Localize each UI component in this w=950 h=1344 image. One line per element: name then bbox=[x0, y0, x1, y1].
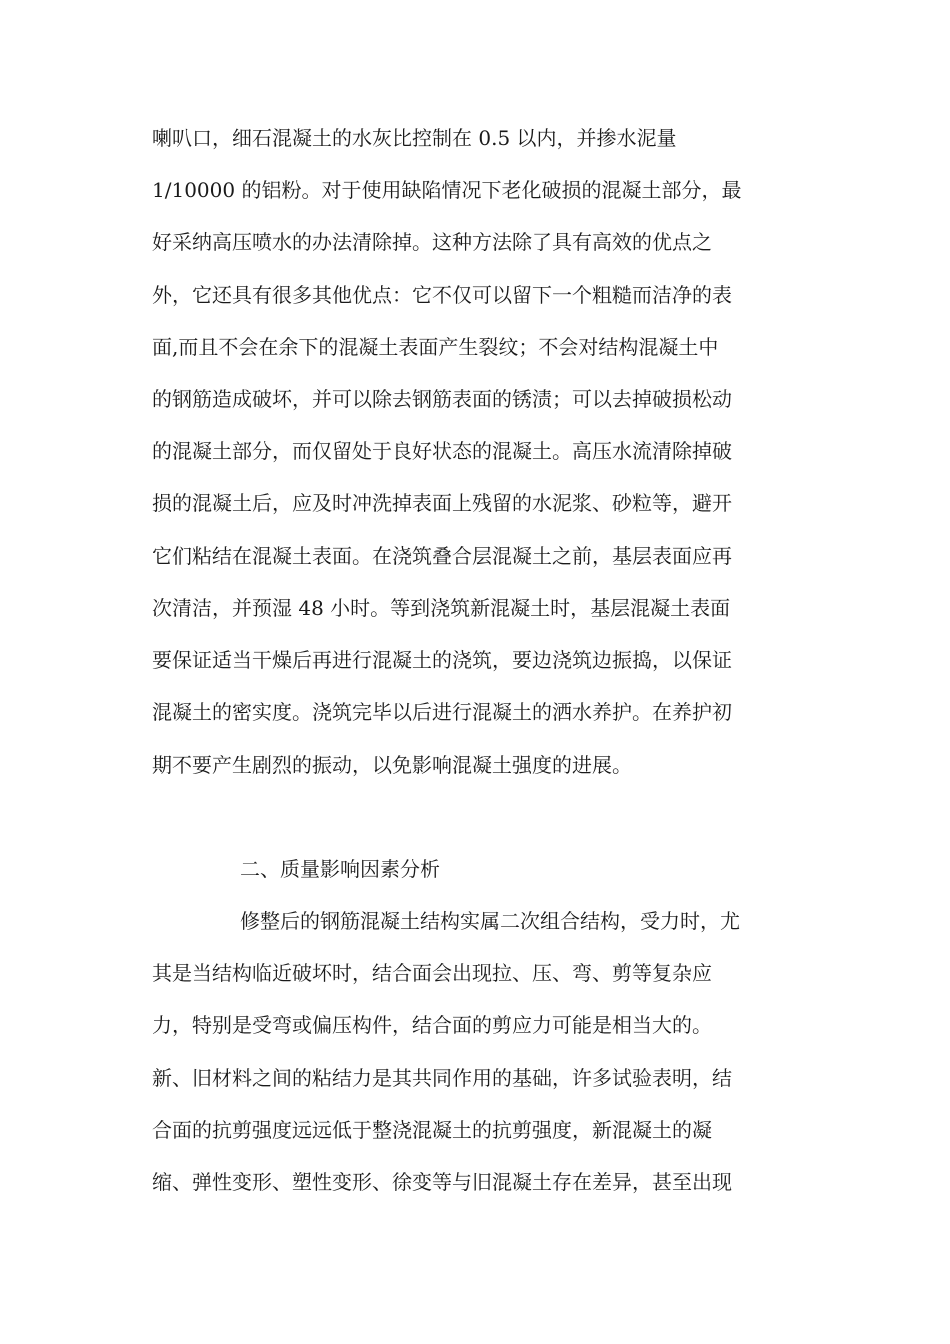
paragraph-line: 力，特别是受弯或偏压构件，结合面的剪应力可能是相当大的。 bbox=[152, 1013, 712, 1037]
paragraph-line: 新、旧材料之间的粘结力是其共同作用的基础，许多试验表明，结 bbox=[152, 1066, 732, 1090]
paragraph-line: 1/10000 的铝粉。对于使用缺陷情况下老化破损的混凝土部分，最 bbox=[152, 178, 742, 202]
paragraph-line: 损的混凝土后，应及时冲洗掉表面上残留的水泥浆、砂粒等，避开 bbox=[152, 491, 732, 515]
paragraph-line: 外，它还具有很多其他优点：它不仅可以留下一个粗糙而洁净的表 bbox=[152, 283, 732, 307]
paragraph-line: 其是当结构临近破坏时，结合面会出现拉、压、弯、剪等复杂应 bbox=[152, 961, 712, 985]
paragraph-line: 次清洁，并预湿 48 小时。等到浇筑新混凝土时，基层混凝土表面 bbox=[152, 596, 731, 620]
paragraph-line: 合面的抗剪强度远远低于整浇混凝土的抗剪强度，新混凝土的凝 bbox=[152, 1118, 712, 1142]
paragraph-line: 喇叭口，细石混凝土的水灰比控制在 0.5 以内，并掺水泥量 bbox=[152, 126, 677, 150]
paragraph-line: 的钢筋造成破坏，并可以除去钢筋表面的锈渍；可以去掉破损松动 bbox=[152, 387, 732, 411]
section-heading: 二、质量影响因素分析 bbox=[240, 857, 440, 881]
paragraph-line: 缩、弹性变形、塑性变形、徐变等与旧混凝土存在差异，甚至出现 bbox=[152, 1170, 732, 1194]
paragraph-line: 面,而且不会在余下的混凝土表面产生裂纹；不会对结构混凝土中 bbox=[152, 335, 719, 359]
paragraph-line: 混凝土的密实度。浇筑完毕以后进行混凝土的洒水养护。在养护初 bbox=[152, 700, 732, 724]
paragraph-line: 好采纳高压喷水的办法清除掉。这种方法除了具有高效的优点之 bbox=[152, 230, 712, 254]
paragraph-line: 的混凝土部分，而仅留处于良好状态的混凝土。高压水流清除掉破 bbox=[152, 439, 732, 463]
paragraph-line: 它们粘结在混凝土表面。在浇筑叠合层混凝土之前，基层表面应再 bbox=[152, 544, 732, 568]
paragraph-line: 要保证适当干燥后再进行混凝土的浇筑，要边浇筑边振捣，以保证 bbox=[152, 648, 732, 672]
paragraph-line: 修整后的钢筋混凝土结构实属二次组合结构，受力时，尤 bbox=[240, 909, 740, 933]
paragraph-line: 期不要产生剧烈的振动，以免影响混凝土强度的进展。 bbox=[152, 753, 632, 777]
